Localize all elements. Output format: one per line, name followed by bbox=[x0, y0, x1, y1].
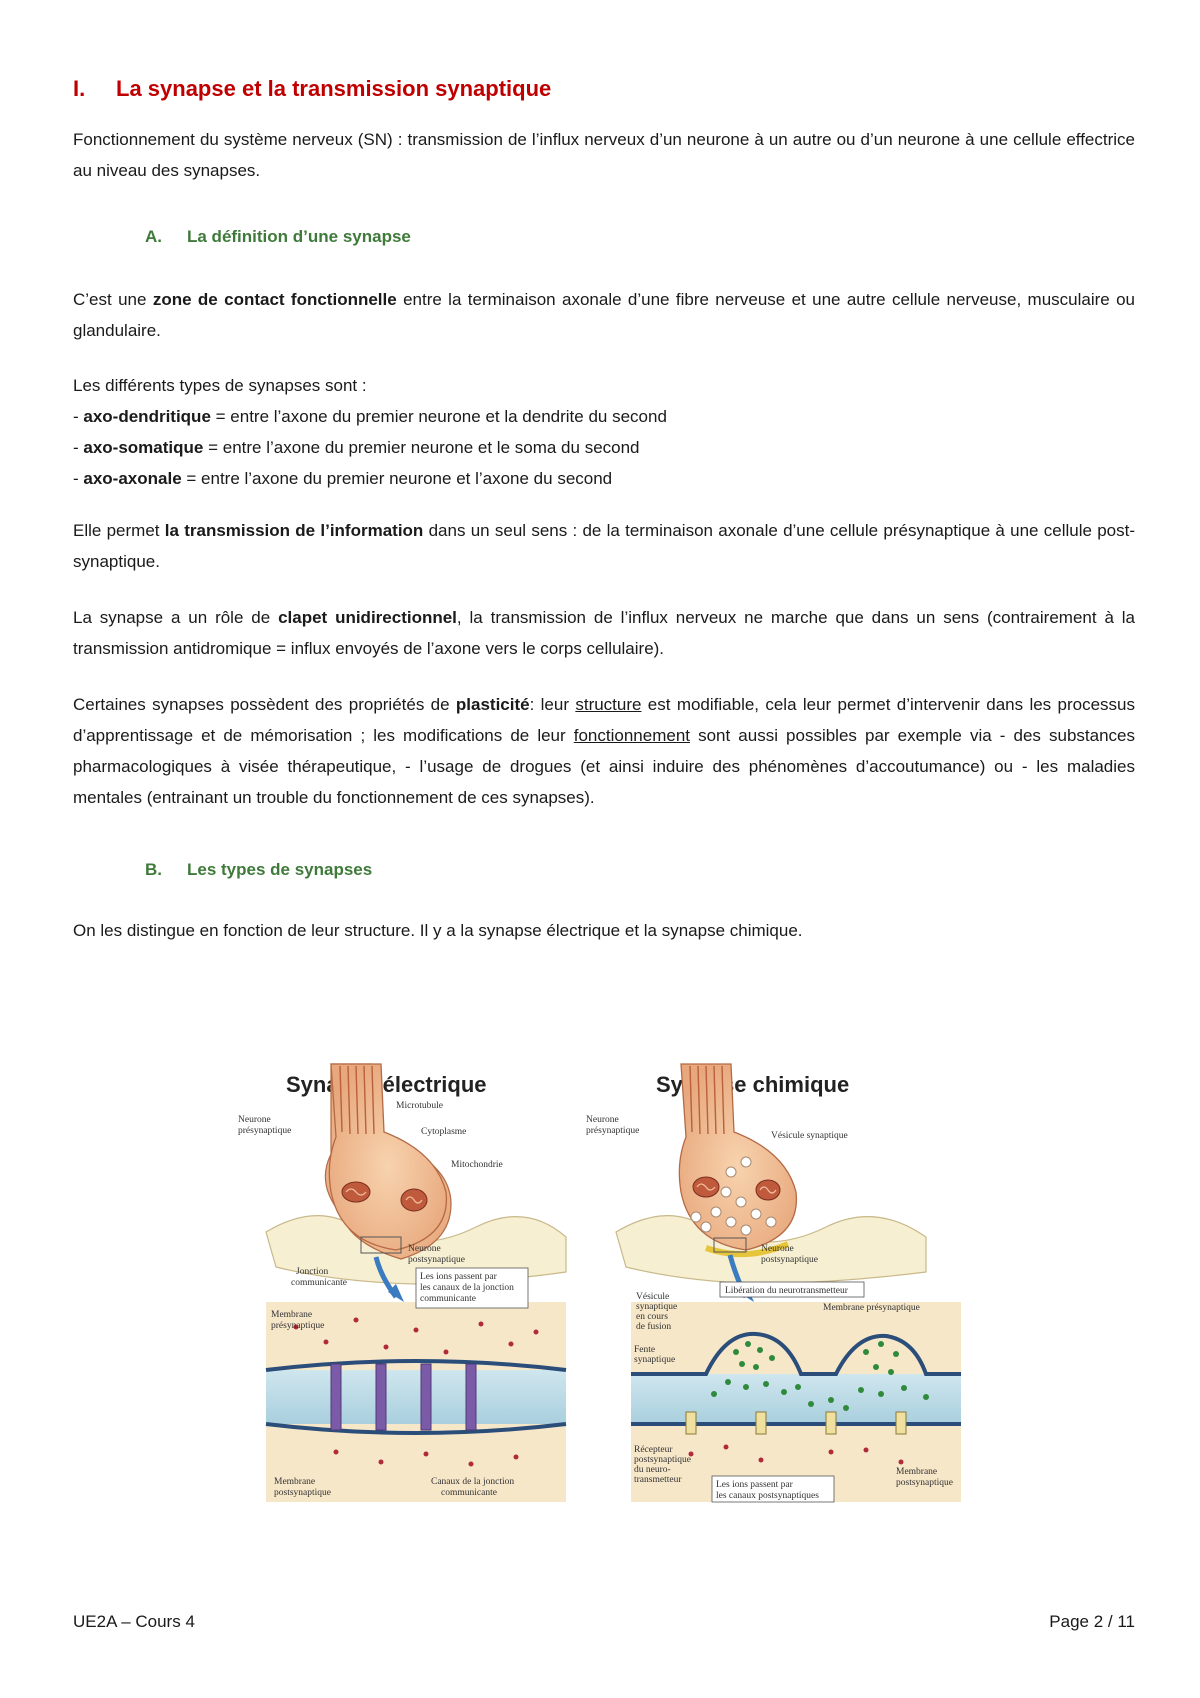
type-item bbox=[73, 401, 1135, 432]
definition-pre: C’est une bbox=[73, 290, 153, 309]
footer-page-number: Page 2 / 11 bbox=[1049, 1612, 1135, 1631]
chemical-label-liberation: Libération du neurotransmetteur bbox=[725, 1286, 848, 1296]
electrical-label-membrane-post-2: postsynaptique bbox=[274, 1488, 331, 1498]
transmission-bold: la transmission de l’information bbox=[164, 521, 424, 540]
electrical-synapse-title: Synapse électrique bbox=[286, 1072, 487, 1097]
chemical-synapse-title: Synapse chimique bbox=[656, 1072, 850, 1097]
type-dash: - bbox=[73, 407, 84, 426]
plasticite-underline-fonctionnement: fonctionnement bbox=[573, 726, 690, 745]
electrical-label-membrane-post-1: Membrane bbox=[274, 1477, 316, 1487]
chemical-label-vesicule-4: de fusion bbox=[636, 1322, 672, 1332]
chemical-label-neurone-pre-2: présynaptique bbox=[586, 1126, 640, 1136]
type-name: axo-somatique bbox=[83, 438, 204, 457]
subsection-a-number: A. bbox=[145, 227, 162, 246]
chemical-label-ions-1: Les ions passent par bbox=[716, 1480, 793, 1490]
chemical-label-recepteur-2: postsynaptique bbox=[634, 1455, 691, 1465]
chemical-label-fente-2: synaptique bbox=[634, 1355, 676, 1365]
type-item bbox=[73, 432, 1135, 463]
electrical-synapse-illustration bbox=[238, 1064, 566, 1502]
plasticite-text-4: sont aussi possibles par exemple via - des substances pharmacologiques à visée thérapeutique, - l’usage de drogues (et ainsi induire des phénomènes d’accoutumance) ou - les maladies mentales (entrainant un trouble du fonctionnement de ces synapses). bbox=[73, 726, 1135, 807]
chemical-synapse-illustration bbox=[586, 1064, 961, 1502]
chemical-label-fente-1: Fente bbox=[634, 1345, 656, 1355]
electrical-label-ions-2: les canaux de la jonction bbox=[420, 1283, 514, 1293]
definition-bold: zone de contact fonctionnelle bbox=[152, 290, 397, 309]
chemical-label-recepteur-4: transmetteur bbox=[634, 1475, 682, 1485]
chemical-label-neurone-post-1: Neurone bbox=[761, 1244, 794, 1254]
transmission-post: dans un seul sens : de la terminaison axonale d’une cellule présynaptique à une cellule post-synaptique. bbox=[73, 521, 1136, 571]
electrical-label-neurone-post-1: Neurone bbox=[408, 1244, 441, 1254]
types-intro: Les différents types de synapses sont : bbox=[73, 376, 367, 395]
electrical-label-canaux-2: communicante bbox=[441, 1488, 497, 1498]
electrical-label-jonction-1: Jonction bbox=[296, 1267, 329, 1277]
electrical-label-membrane-pre-2: présynaptique bbox=[271, 1321, 325, 1331]
chemical-label-membrane-post-1: Membrane bbox=[896, 1467, 938, 1477]
types-list bbox=[73, 370, 1135, 494]
electrical-label-neurone-post-2: postsynaptique bbox=[408, 1255, 465, 1265]
intro-paragraph: Fonctionnement du système nerveux (SN) : transmission de l’influx nerveux d’un neurone à un autre ou d’un neurone à une cellule effectrice au niveau des synapses. bbox=[73, 130, 1135, 180]
definition-paragraph bbox=[73, 284, 1135, 346]
subsection-b-heading bbox=[145, 860, 372, 880]
chemical-label-vesicule-3: en cours bbox=[636, 1312, 668, 1322]
chemical-label-recepteur-1: Récepteur bbox=[634, 1445, 673, 1455]
type-description: = entre l’axone du premier neurone et le soma du second bbox=[203, 438, 640, 457]
subsection-a-heading bbox=[145, 227, 411, 247]
electrical-label-canaux-1: Canaux de la jonction bbox=[431, 1477, 515, 1487]
type-description: = entre l’axone du premier neurone et la dendrite du second bbox=[210, 407, 667, 426]
plasticite-bold: plasticité bbox=[455, 695, 530, 714]
chemical-label-neurone-post-2: postsynaptique bbox=[761, 1255, 818, 1265]
subsection-b-title: Les types de synapses bbox=[187, 860, 373, 879]
clapet-pre: La synapse a un rôle de bbox=[73, 608, 279, 627]
footer-left: UE2A – Cours 4 bbox=[73, 1612, 195, 1631]
clapet-paragraph bbox=[73, 602, 1135, 664]
chemical-label-neurone-pre-1: Neurone bbox=[586, 1115, 619, 1125]
electrical-label-cytoplasme: Cytoplasme bbox=[421, 1127, 467, 1137]
electrical-label-ions-3: communicante bbox=[420, 1294, 476, 1304]
plasticite-underline-structure: structure bbox=[575, 695, 642, 714]
type-description: = entre l’axone du premier neurone et l’axone du second bbox=[181, 469, 613, 488]
transmission-paragraph bbox=[73, 515, 1135, 577]
electrical-label-neurone-pre-2: présynaptique bbox=[238, 1126, 292, 1136]
electrical-label-membrane-pre-1: Membrane bbox=[271, 1310, 313, 1320]
transmission-pre: Elle permet bbox=[73, 521, 165, 540]
electrical-label-ions-1: Les ions passent par bbox=[420, 1272, 497, 1282]
subsection-a-title: La définition d’une synapse bbox=[187, 227, 411, 246]
clapet-bold: clapet unidirectionnel bbox=[278, 608, 457, 627]
chemical-label-vesicule-2: synaptique bbox=[636, 1302, 678, 1312]
chemical-label-ions-2: les canaux postsynaptiques bbox=[716, 1491, 819, 1501]
plasticite-text-1: Certaines synapses possèdent des propriétés de bbox=[73, 695, 456, 714]
subsection-b-number: B. bbox=[145, 860, 162, 879]
chemical-label-recepteur-3: du neuro- bbox=[634, 1465, 671, 1475]
plasticite-text-3: est modifiable, cela leur permet d’intervenir dans les processus d’apprentissage et de mémorisation ; les modifications de leur bbox=[73, 695, 1135, 745]
type-dash: - bbox=[73, 438, 84, 457]
chemical-label-membrane-pre: Membrane présynaptique bbox=[823, 1303, 920, 1313]
type-dash: - bbox=[73, 469, 84, 488]
type-name: axo-axonale bbox=[83, 469, 182, 488]
definition-post: entre la terminaison axonale d’une fibre nerveuse et une autre cellule nerveuse, musculaire ou glandulaire. bbox=[73, 290, 1135, 340]
type-item bbox=[73, 463, 1135, 494]
types-synapses-paragraph: On les distingue en fonction de leur structure. Il y a la synapse électrique et la synapse chimique. bbox=[73, 921, 803, 940]
electrical-label-jonction-2: communicante bbox=[291, 1278, 347, 1288]
chemical-label-vesicule-synaptique: Vésicule synaptique bbox=[771, 1131, 848, 1141]
chemical-label-membrane-post-2: postsynaptique bbox=[896, 1478, 953, 1488]
electrical-label-neurone-pre-1: Neurone bbox=[238, 1115, 271, 1125]
synapse-diagram bbox=[236, 1052, 971, 1528]
electrical-label-mitochondrie: Mitochondrie bbox=[451, 1160, 503, 1170]
section-heading bbox=[73, 76, 551, 102]
electrical-label-microtubule: Microtubule bbox=[396, 1101, 443, 1111]
type-name: axo-dendritique bbox=[83, 407, 211, 426]
synapse-figure bbox=[236, 1052, 971, 1528]
clapet-post: , la transmission de l’influx nerveux ne marche que dans un sens (contrairement à la transmission antidromique = influx envoyés de l’axone vers le corps cellulaire). bbox=[73, 608, 1135, 658]
plasticite-paragraph bbox=[73, 689, 1135, 813]
heading-number: I. bbox=[73, 76, 86, 101]
chemical-label-vesicule-1: Vésicule bbox=[636, 1292, 670, 1302]
heading-title: La synapse et la transmission synaptique bbox=[116, 76, 552, 101]
plasticite-text-2: : leur bbox=[529, 695, 576, 714]
